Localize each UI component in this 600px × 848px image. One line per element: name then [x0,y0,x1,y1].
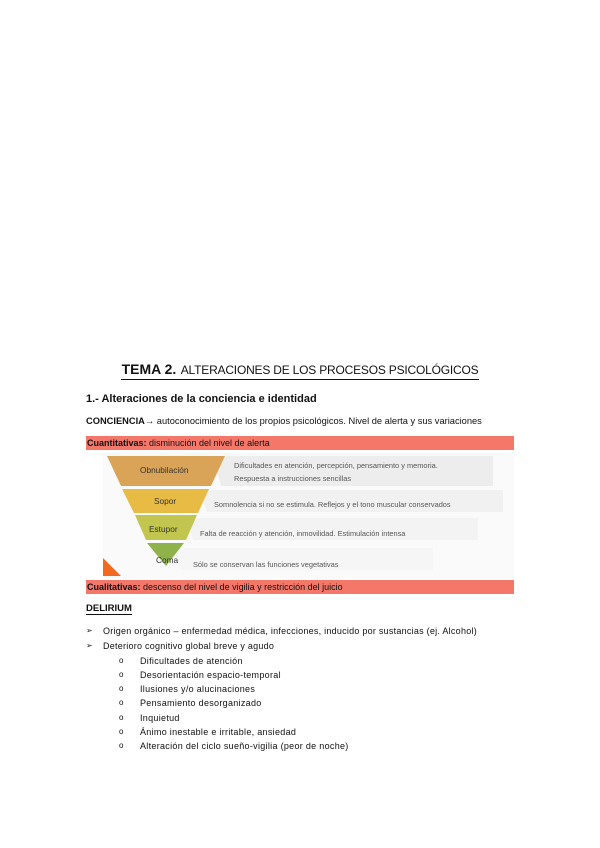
bullet-arrow-icon: ➢ [86,626,93,635]
conciencia-term: CONCIENCIA [86,416,145,426]
sub-list-item-text: Ánimo inestable e irritable, ansiedad [140,727,297,737]
title-part1: TEMA 2. [121,361,177,377]
bullet-circle-icon: o [119,656,124,665]
bullet-arrow-icon: ➢ [86,641,93,650]
sub-list-item-text: Inquietud [140,713,180,723]
delirium-heading: DELIRIUM [86,603,132,614]
sub-list-item-text: Pensamiento desorganizado [140,698,262,708]
bullet-circle-icon: o [119,741,124,750]
page-title [0,361,600,380]
level-label-obnubilacion: Obnubilación [140,465,189,475]
desc-estupor: Falta de reacción y atención, inmovilidad. Estimulación intensa [200,529,406,538]
desc-coma: Sólo se conservan las funciones vegetativas [193,560,339,569]
bullet-circle-icon: o [119,713,124,722]
title-part2: ALTERACIONES DE LOS PROCESOS PSICOLÓGICOS [180,363,479,377]
cualitativas-text: descenso del nivel de vigilia y restricción del juicio [140,582,343,592]
desc-sopor: Somnolencia si no se estimula. Reflejos y el tono muscular conservados [214,500,451,509]
list-item-text: Origen orgánico – enfermedad médica, infecciones, inducido por sustancias (ej. Alcohol) [103,626,477,636]
arrow-icon: → [144,416,155,426]
level-label-estupor: Estupor [149,524,178,534]
cualitativas-label: Cualitativas: [87,582,141,592]
bullet-circle-icon: o [119,670,124,679]
conciencia-text: autoconocimiento de los propios psicológicos. Nivel de alerta y sus variaciones [154,416,482,426]
sub-list-item-text: Ilusiones y/o alucinaciones [140,684,256,694]
alert-level-pyramid [103,452,514,578]
cualitativas-bar [86,580,514,594]
cuantitativas-bar [86,436,514,450]
sub-list-item-text: Alteración del ciclo sueño-vigilia (peor de noche) [140,741,349,751]
bullet-circle-icon: o [119,698,124,707]
level-label-sopor: Sopor [154,496,177,506]
list-item-text: Deterioro cognitivo global breve y agudo [103,641,275,651]
cuantitativas-text: disminución del nivel de alerta [146,438,270,448]
bullet-circle-icon: o [119,684,124,693]
bullet-circle-icon: o [119,727,124,736]
desc-obnubilacion-1: Dificultades en atención, percepción, pensamiento y memoria. [234,461,438,470]
conciencia-definition [86,416,482,426]
sub-list-item-text: Dificultades de atención [140,656,243,666]
desc-obnubilacion-2: Respuesta a instrucciones sencillas [234,474,352,483]
sub-list-item-text: Desorientación espacio-temporal [140,670,281,680]
cuantitativas-label: Cuantitativas: [87,438,147,448]
section-heading: 1.- Alteraciones de la conciencia e identidad [86,393,317,405]
level-label-coma: Coma [156,555,179,565]
